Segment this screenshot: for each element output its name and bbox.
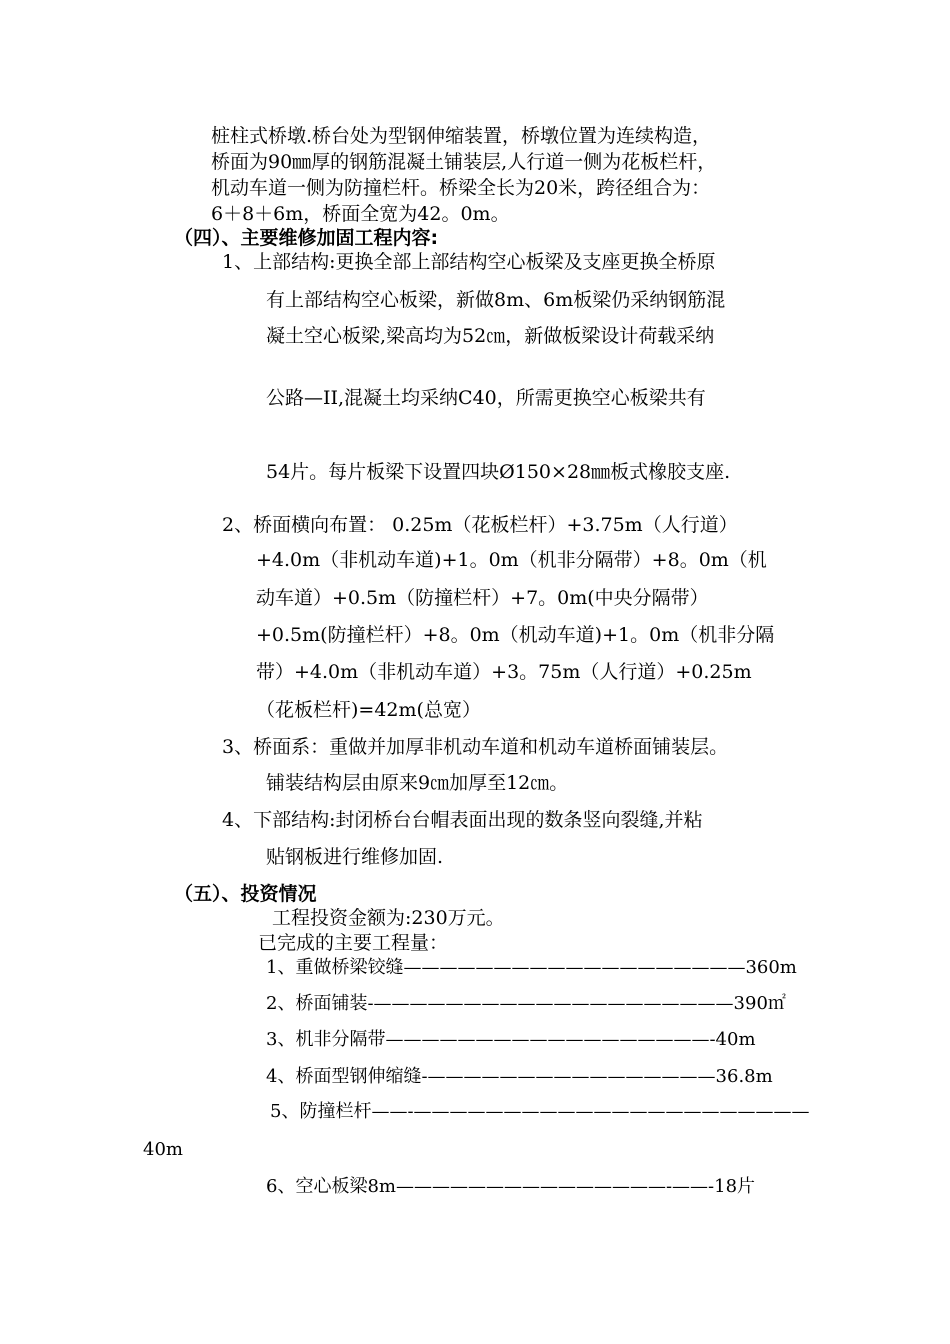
text-line: 铺装结构层由原来9㎝加厚至12㎝。	[266, 772, 569, 794]
text-line: 4、下部结构:封闭桥台台帽表面出现的数条竖向裂缝,并粘	[222, 809, 703, 831]
list-item: 2、桥面铺装-————————————————————390㎡	[266, 993, 786, 1014]
text-line: 带）+4.0m（非机动车道）+3。75m（人行道）+0.25m	[256, 661, 752, 683]
list-item: 6、空心板梁8m———————————————-——-18片	[266, 1176, 756, 1197]
text-line: 6＋8＋6m，桥面全宽为42。0m。	[211, 203, 510, 225]
text-line: 桥面为90㎜厚的钢筋混凝土铺装层,人行道一侧为花板栏杆，	[211, 151, 717, 173]
section-heading: （五）、投资情况	[174, 883, 317, 905]
text-line: 贴钢板进行维修加固.	[266, 846, 444, 868]
list-item: 1、重做桥梁铰缝———————————————————360m	[266, 957, 797, 978]
completed-works-title: 已完成的主要工程量：	[258, 932, 449, 954]
text-line: 凝土空心板梁,梁高均为52㎝，新做板梁设计荷载采纳	[266, 325, 715, 347]
list-item-continued: 40m	[143, 1139, 183, 1160]
list-item: 5、防撞栏杆——-——————————————————————	[270, 1101, 810, 1122]
text-line: （花板栏杆)=42m(总宽）	[256, 699, 481, 721]
list-item: 3、机非分隔带——————————————————-40m	[266, 1029, 756, 1050]
text-line: 1、上部结构:更换全部上部结构空心板梁及支座更换全桥原	[222, 251, 716, 273]
text-line: 有上部结构空心板梁，新做8m、6m板梁仍采纳钢筋混	[266, 289, 726, 311]
text-line: 3、桥面系：重做并加厚非机动车道和机动车道桥面铺装层。	[222, 736, 729, 758]
text-line: 机动车道一侧为防撞栏杆。桥梁全长为20米，跨径组合为：	[211, 177, 711, 199]
text-line: 桩柱式桥墩.桥台处为型钢伸缩装置，桥墩位置为连续构造，	[211, 125, 712, 147]
section-heading: （四）、主要维修加固工程内容:	[174, 227, 439, 249]
text-line: 公路—II,混凝土均采纳C40，所需更换空心板梁共有	[266, 387, 706, 409]
text-line: 2、桥面横向布置： 0.25m（花板栏杆）+3.75m（人行道）	[222, 514, 738, 536]
text-line: 动车道）+0.5m（防撞栏杆）+7。0m(中央分隔带）	[256, 587, 709, 609]
text-line: +0.5m(防撞栏杆）+8。0m（机动车道)+1。0m（机非分隔	[256, 624, 775, 646]
text-line: +4.0m（非机动车道)+1。0m（机非分隔带）+8。0m（机	[256, 549, 767, 571]
text-line: 54片。每片板梁下设置四块Ø150×28㎜板式橡胶支座.	[266, 461, 731, 483]
list-item: 4、桥面型钢伸缩缝-————————————————36.8m	[266, 1066, 773, 1087]
investment-amount: 工程投资金额为:230万元。	[272, 907, 505, 929]
